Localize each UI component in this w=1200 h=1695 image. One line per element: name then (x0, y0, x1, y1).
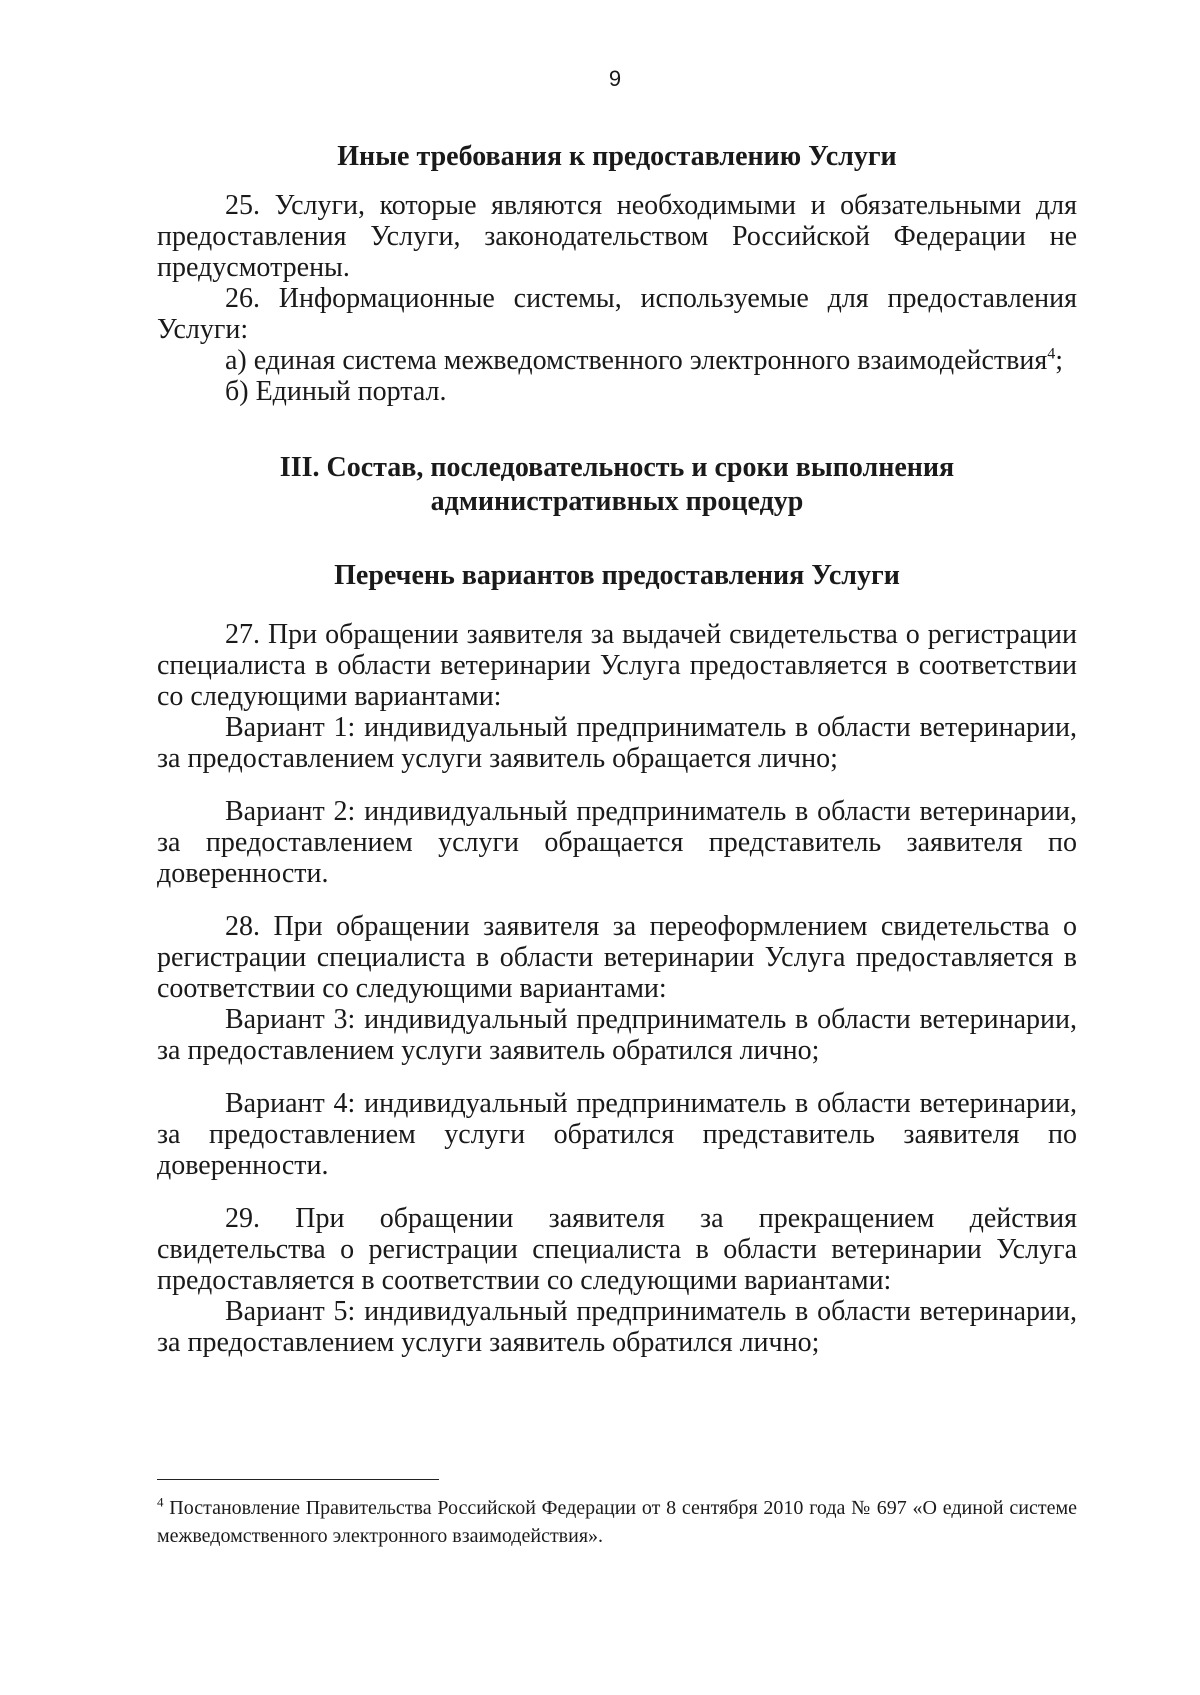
variant-4: Вариант 4: индивидуальный предприниматель в области ветеринарии, за предоставлением услуги обратился представитель заявителя по доверенности. (157, 1088, 1077, 1181)
footnote-ref: 4 (1047, 345, 1056, 363)
list-item-a (157, 345, 1077, 376)
footnote-marker: 4 (157, 1494, 164, 1510)
list-item-b: б) Единый портал. (225, 376, 447, 407)
heading-variants: Перечень вариантов предоставления Услуги (334, 560, 900, 591)
paragraph-29: 29. При обращении заявителя за прекращением действия свидетельства о регистрации специалиста в области ветеринарии Услуга предоставляется в соответствии со следующими вариантами: (157, 1203, 1077, 1296)
paragraph-26: 26. Информационные системы, используемые для предоставления Услуги: (157, 283, 1077, 345)
list-item-a-tail: ; (1055, 345, 1064, 376)
heading-section-three-line2: административных процедур (430, 486, 804, 517)
variant-1: Вариант 1: индивидуальный предприниматель в области ветеринарии, за предоставлением услуги заявитель обращается лично; (157, 712, 1077, 774)
variant-3: Вариант 3: индивидуальный предприниматель в области ветеринарии, за предоставлением услуги заявитель обратился лично; (157, 1004, 1077, 1066)
footnote (157, 1494, 1077, 1550)
document-body (157, 140, 1077, 1358)
page-number: 9 (608, 66, 622, 91)
variant-5: Вариант 5: индивидуальный предприниматель в области ветеринарии, за предоставлением услуги заявитель обратился лично; (157, 1296, 1077, 1358)
list-item-a-text: а) единая система межведомственного электронного взаимодействия (225, 345, 1048, 376)
paragraph-25: 25. Услуги, которые являются необходимыми и обязательными для предоставления Услуги, законодательством Российской Федерации не предусмотрены. (157, 190, 1077, 283)
heading-section-three-line1: III. Состав, последовательность и сроки выполнения (279, 452, 955, 483)
variant-2: Вариант 2: индивидуальный предприниматель в области ветеринарии, за предоставлением услуги обращается представитель заявителя по доверенности. (157, 796, 1077, 889)
heading-other-requirements: Иные требования к предоставлению Услуги (337, 141, 897, 172)
heading-section-three (157, 451, 1077, 519)
paragraph-28: 28. При обращении заявителя за переоформлением свидетельства о регистрации специалиста в области ветеринарии Услуга предоставляется в соответствии со следующими вариантами: (157, 911, 1077, 1004)
footnote-text: Постановление Правительства Российской Федерации от 8 сентября 2010 года № 697 «О единой системе межведомственного электронного взаимодействия». (157, 1497, 1077, 1547)
footnote-separator (157, 1479, 439, 1480)
paragraph-27: 27. При обращении заявителя за выдачей свидетельства о регистрации специалиста в области ветеринарии Услуга предоставляется в соответствии со следующими вариантами: (157, 619, 1077, 712)
